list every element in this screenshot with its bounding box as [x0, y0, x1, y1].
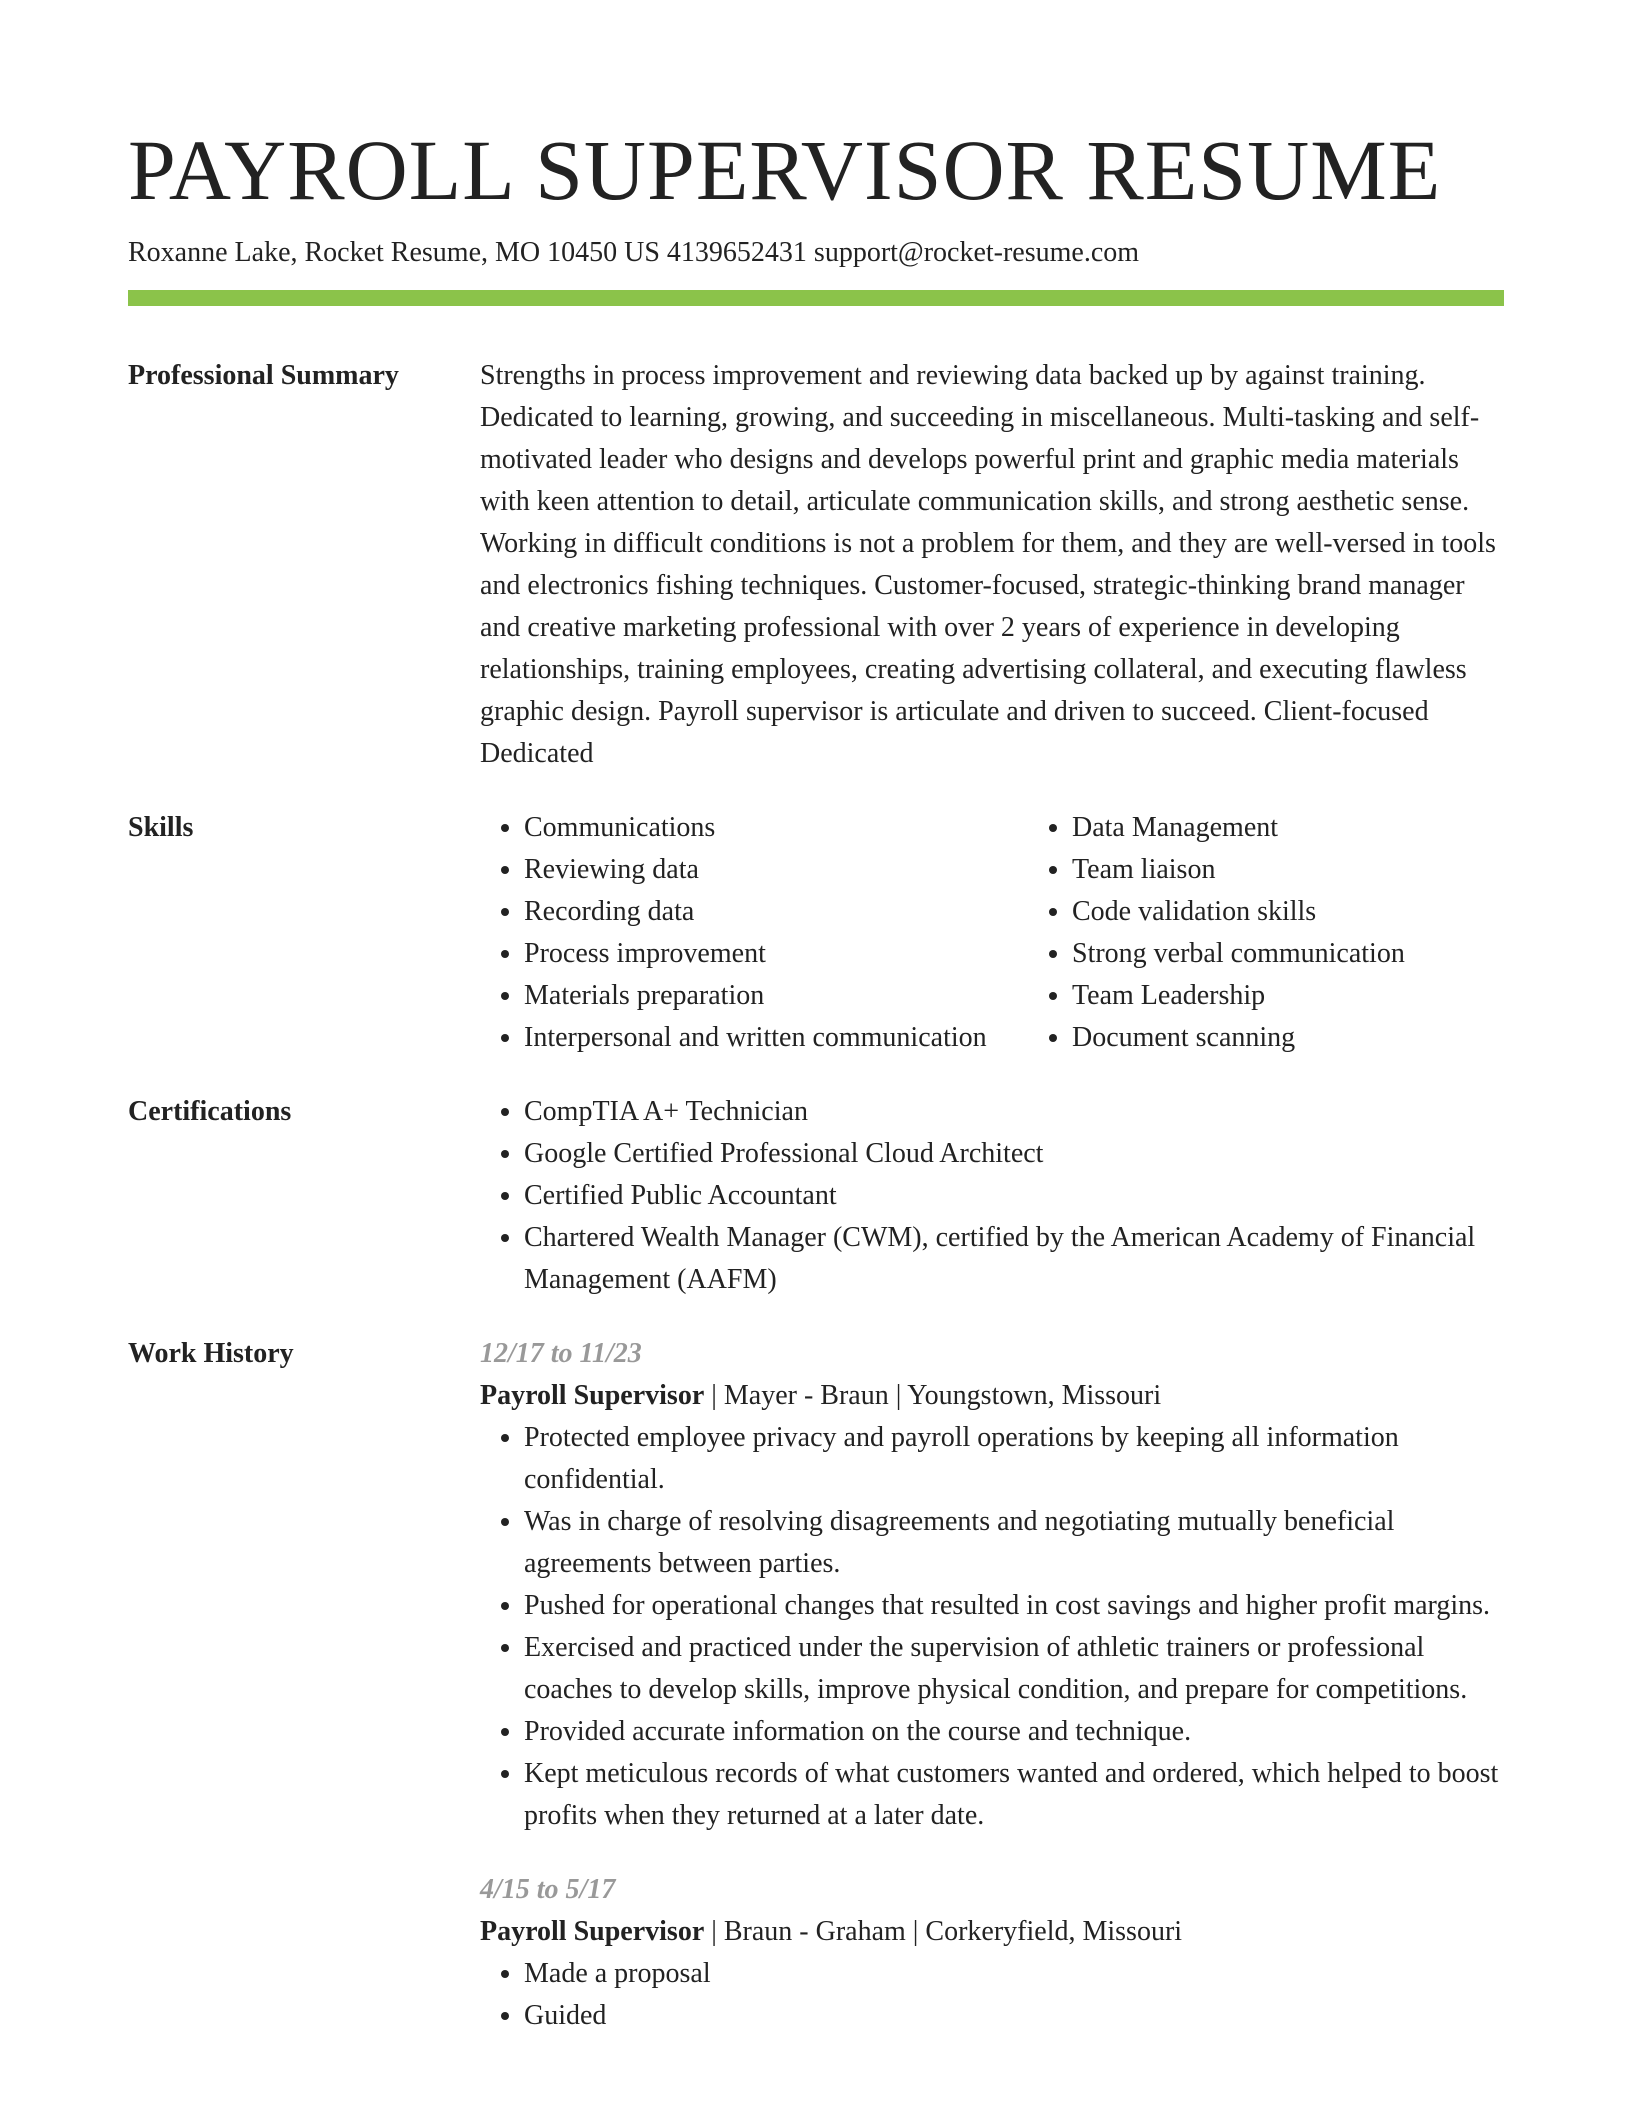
skill-item: • Materials preparation — [524, 975, 1028, 1017]
resume-title: PAYROLL SUPERVISOR RESUME — [128, 122, 1442, 218]
skills-list-right — [1028, 807, 1576, 1059]
job-duty-item: • Kept meticulous records of what customers wanted and ordered, which helped to boost profits when they returned at a later date. — [524, 1753, 1504, 1837]
certification-item: • CompTIA A+ Technician — [524, 1091, 1504, 1133]
contact-line: Roxanne Lake, Rocket Resume, MO 10450 US 4139652431 support@rocket-resume.com — [128, 237, 1140, 268]
job-title: Payroll Supervisor — [480, 1380, 705, 1411]
section-label-skills: Skills — [128, 812, 194, 843]
job-duty-item: • Was in charge of resolving disagreements and negotiating mutually beneficial agreements between parties. — [524, 1501, 1504, 1585]
work-history-body — [480, 1333, 1504, 2037]
job-entry — [480, 1333, 1504, 1837]
accent-divider — [128, 290, 1504, 306]
skill-item: • Code validation skills — [1072, 891, 1576, 933]
job-heading — [480, 1375, 1504, 1417]
skill-item: • Strong verbal communication — [1072, 933, 1576, 975]
section-label-work-history: Work History — [128, 1338, 294, 1369]
certification-item: • Chartered Wealth Manager (CWM), certified by the American Academy of Financial Management (AAFM) — [524, 1217, 1504, 1301]
skill-item: • Interpersonal and written communication — [524, 1017, 1028, 1059]
skills-list-left — [480, 807, 1028, 1059]
job-duties-list — [480, 1417, 1504, 1837]
skill-item: • Team liaison — [1072, 849, 1576, 891]
section-label-professional-summary: Professional Summary — [128, 360, 399, 391]
certifications-section — [128, 1091, 1504, 1301]
job-duty-item: • Exercised and practiced under the supervision of athletic trainers or professional coaches to develop skills, improve physical condition, and prepare for competitions. — [524, 1627, 1504, 1711]
job-entry — [480, 1869, 1504, 2037]
job-dates: 4/15 to 5/17 — [480, 1874, 616, 1905]
professional-summary-text: Strengths in process improvement and reviewing data backed up by against training. Dedicated to learning, growing, and succeeding in miscellaneous. Multi-tasking and self-motivated leader who designs and develops powerful print and graphic media materials with keen attention to detail, articulate communication skills, and strong aesthetic sense. Working in difficult conditions is not a problem for them, and they are well-versed in tools and electronics fishing techniques. Customer-focused, strategic-thinking brand manager and creative marketing professional with over 2 years of experience in developing relationships, training employees, creating advertising collateral, and executing flawless graphic design. Payroll supervisor is articulate and driven to succeed. Client-focused Dedicated — [480, 360, 1496, 769]
certifications-body — [480, 1091, 1504, 1301]
job-employer-location: | Mayer - Braun | Youngstown, Missouri — [704, 1380, 1162, 1411]
skills-grid — [480, 807, 1576, 1059]
certification-item: • Certified Public Accountant — [524, 1175, 1504, 1217]
job-employer-location: | Braun - Graham | Corkeryfield, Missouri — [704, 1916, 1183, 1947]
job-duty-item: • Made a proposal — [524, 1953, 1504, 1995]
job-duty-item: • Guided — [524, 1995, 1504, 2037]
skill-item: • Document scanning — [1072, 1017, 1576, 1059]
job-duties-list — [480, 1953, 1504, 2037]
skill-item: • Data Management — [1072, 807, 1576, 849]
job-duty-item: • Protected employee privacy and payroll operations by keeping all information confidential. — [524, 1417, 1504, 1501]
section-label-certifications: Certifications — [128, 1096, 292, 1127]
skills-section — [128, 807, 1504, 1059]
job-duty-item: • Pushed for operational changes that resulted in cost savings and higher profit margins. — [524, 1585, 1504, 1627]
job-heading — [480, 1911, 1504, 1953]
skill-item: • Recording data — [524, 891, 1028, 933]
work-history-section — [128, 1333, 1504, 2037]
skill-item: • Reviewing data — [524, 849, 1028, 891]
job-dates: 12/17 to 11/23 — [480, 1338, 642, 1369]
skill-item: • Process improvement — [524, 933, 1028, 975]
job-title: Payroll Supervisor — [480, 1916, 705, 1947]
skill-item: • Communications — [524, 807, 1028, 849]
certification-item: • Google Certified Professional Cloud Architect — [524, 1133, 1504, 1175]
skill-item: • Team Leadership — [1072, 975, 1576, 1017]
certifications-list — [480, 1091, 1504, 1301]
job-duty-item: • Provided accurate information on the course and technique. — [524, 1711, 1504, 1753]
professional-summary-section — [128, 355, 1504, 775]
